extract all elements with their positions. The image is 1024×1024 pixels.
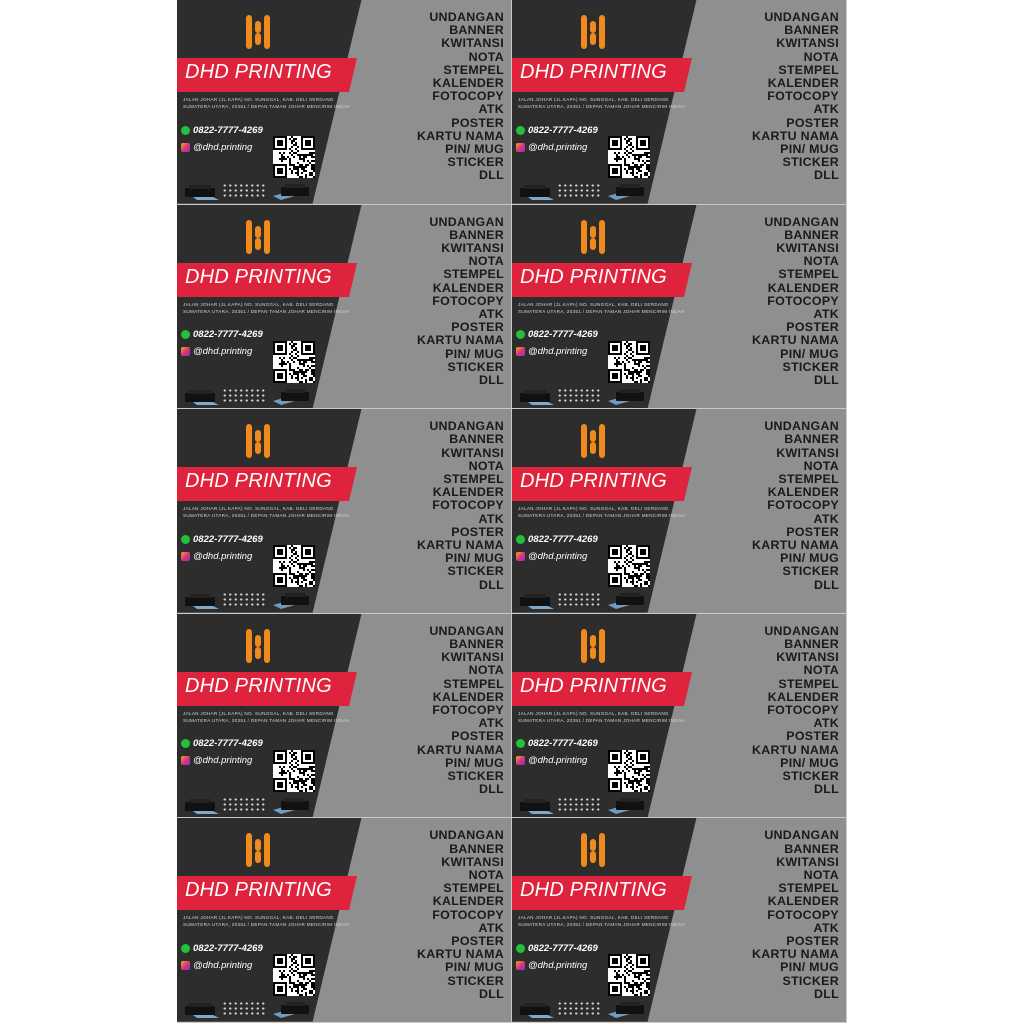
service-item: DLL	[479, 168, 504, 183]
services-list	[752, 216, 839, 388]
service-item: UNDANGAN	[764, 419, 839, 434]
phone-contact	[181, 738, 263, 750]
service-item: STICKER	[782, 973, 839, 988]
services-list	[417, 420, 504, 592]
instagram-icon	[516, 143, 525, 152]
service-item: BANNER	[784, 636, 839, 651]
service-item: KALENDER	[432, 689, 504, 704]
service-item: KARTU NAMA	[417, 333, 504, 348]
service-item: STICKER	[782, 155, 839, 170]
qr-code-icon	[608, 954, 650, 996]
decorative-dot-grid	[557, 592, 601, 606]
decorative-dot-grid	[222, 797, 266, 811]
dhd-logo-icon	[578, 218, 608, 256]
dhd-logo-icon	[243, 13, 273, 51]
brand-name: DHD PRINTING	[520, 265, 667, 288]
phone-number: 0822-7777-4269	[528, 329, 598, 341]
phone-contact	[516, 942, 598, 954]
service-item: ATK	[813, 102, 839, 117]
service-item: ATK	[813, 511, 839, 526]
service-item: UNDANGAN	[764, 10, 839, 24]
whatsapp-icon	[516, 126, 525, 135]
service-item: NOTA	[803, 254, 839, 269]
service-item: STEMPEL	[443, 881, 504, 896]
phone-number: 0822-7777-4269	[193, 942, 263, 954]
address-line-1: JALAN JOHAR (JL.KAPA) NO. SUNGGAL, KAB. DELI SERDANG	[518, 506, 669, 512]
address-line-2: SUMATERA UTARA, 20351 / DEPAN TAMAN JOHAR MENCIRIM INDAH	[518, 104, 685, 109]
service-item: KARTU NAMA	[752, 742, 839, 757]
instagram-handle: @dhd.printing	[193, 959, 253, 971]
business-card	[512, 205, 847, 410]
business-card	[177, 818, 512, 1023]
service-item: STICKER	[447, 973, 504, 988]
qr-code-icon	[273, 954, 315, 996]
address-line-1: JALAN JOHAR (JL.KAPA) NO. SUNGGAL, KAB. DELI SERDANG	[183, 97, 334, 102]
dhd-logo-icon	[578, 831, 608, 869]
service-item: UNDANGAN	[429, 828, 504, 843]
service-item: BANNER	[449, 227, 504, 242]
phone-number: 0822-7777-4269	[528, 124, 598, 136]
service-item: NOTA	[803, 458, 839, 473]
service-item: ATK	[478, 920, 504, 935]
service-item: DLL	[479, 782, 504, 797]
brand-name: DHD PRINTING	[185, 265, 332, 288]
decorative-dot-grid	[557, 1001, 601, 1015]
address-line-1: JALAN JOHAR (JL.KAPA) NO. SUNGGAL, KAB. DELI SERDANG	[183, 301, 334, 307]
brand-name: DHD PRINTING	[520, 470, 667, 493]
instagram-handle: @dhd.printing	[528, 550, 588, 562]
service-item: KARTU NAMA	[752, 333, 839, 348]
instagram-icon	[516, 347, 525, 356]
service-item: KALENDER	[767, 689, 839, 704]
service-item: DLL	[814, 986, 839, 1001]
printer-icon	[271, 182, 311, 200]
service-item: KWITANSI	[441, 36, 504, 51]
instagram-contact	[516, 141, 587, 153]
service-item: POSTER	[786, 934, 839, 948]
instagram-handle: @dhd.printing	[528, 346, 588, 358]
services-list	[752, 829, 839, 1001]
service-item: STICKER	[447, 155, 504, 170]
service-item: FOTOCOPY	[432, 498, 504, 513]
service-item: DLL	[479, 577, 504, 592]
service-item: STEMPEL	[443, 267, 504, 282]
service-item: BANNER	[784, 23, 839, 38]
instagram-contact	[181, 755, 252, 767]
printer-icon	[518, 796, 556, 814]
service-item: KALENDER	[432, 894, 504, 909]
service-item: DLL	[814, 373, 839, 388]
service-item: PIN/ MUG	[780, 960, 839, 975]
service-item: BANNER	[449, 636, 504, 651]
phone-contact	[516, 738, 598, 750]
service-item: NOTA	[803, 49, 839, 64]
service-item: POSTER	[451, 934, 504, 948]
instagram-icon	[181, 756, 190, 765]
service-item: POSTER	[786, 320, 839, 335]
service-item: KALENDER	[767, 485, 839, 500]
address-line-2: SUMATERA UTARA, 20351 / DEPAN TAMAN JOHAR MENCIRIM INDAH	[183, 717, 350, 723]
service-item: KALENDER	[767, 76, 839, 91]
instagram-handle: @dhd.printing	[528, 959, 588, 971]
phone-contact	[516, 124, 598, 136]
decorative-dot-grid	[557, 388, 601, 402]
instagram-icon	[181, 143, 190, 152]
printer-icon	[518, 591, 556, 609]
printer-icon	[183, 796, 221, 814]
services-list	[417, 11, 504, 183]
phone-contact	[181, 329, 263, 341]
brand-name: DHD PRINTING	[185, 470, 332, 493]
service-item: ATK	[478, 307, 504, 322]
instagram-handle: @dhd.printing	[528, 755, 588, 767]
business-card	[177, 409, 512, 614]
address-line-2: SUMATERA UTARA, 20351 / DEPAN TAMAN JOHAR MENCIRIM INDAH	[518, 308, 685, 314]
printer-icon	[606, 796, 646, 814]
service-item: POSTER	[451, 320, 504, 335]
brand-name: DHD PRINTING	[185, 674, 332, 697]
printer-icon	[183, 387, 221, 405]
service-item: PIN/ MUG	[445, 755, 504, 770]
dhd-logo-icon	[243, 422, 273, 460]
business-card	[512, 0, 847, 205]
instagram-icon	[181, 552, 190, 561]
address-line-1: JALAN JOHAR (JL.KAPA) NO. SUNGGAL, KAB. DELI SERDANG	[518, 915, 669, 921]
services-list	[752, 11, 839, 183]
whatsapp-icon	[181, 330, 190, 339]
service-item: ATK	[478, 511, 504, 526]
qr-code-icon	[608, 136, 650, 178]
service-item: STEMPEL	[778, 267, 839, 282]
service-item: STEMPEL	[443, 62, 504, 77]
printer-icon	[518, 182, 556, 200]
instagram-contact	[516, 959, 587, 971]
decorative-dot-grid	[222, 592, 266, 606]
service-item: KWITANSI	[776, 241, 839, 255]
service-item: KWITANSI	[441, 854, 504, 869]
service-item: KARTU NAMA	[752, 947, 839, 962]
service-item: POSTER	[786, 729, 839, 744]
brand-name: DHD PRINTING	[185, 879, 332, 902]
service-item: ATK	[478, 102, 504, 117]
service-item: FOTOCOPY	[432, 293, 504, 308]
service-item: FOTOCOPY	[767, 89, 839, 104]
instagram-handle: @dhd.printing	[193, 346, 253, 358]
phone-contact	[516, 533, 598, 545]
service-item: DLL	[479, 373, 504, 388]
address-line-2: SUMATERA UTARA, 20351 / DEPAN TAMAN JOHAR MENCIRIM INDAH	[183, 104, 350, 109]
address-line-1: JALAN JOHAR (JL.KAPA) NO. SUNGGAL, KAB. DELI SERDANG	[518, 710, 669, 716]
service-item: POSTER	[451, 115, 504, 130]
service-item: UNDANGAN	[764, 828, 839, 843]
address-line-1: JALAN JOHAR (JL.KAPA) NO. SUNGGAL, KAB. DELI SERDANG	[183, 915, 334, 921]
phone-contact	[181, 942, 263, 954]
instagram-handle: @dhd.printing	[528, 141, 588, 153]
service-item: STICKER	[447, 359, 504, 374]
printer-icon	[183, 182, 221, 200]
service-item: PIN/ MUG	[780, 551, 839, 566]
decorative-dot-grid	[222, 1001, 266, 1015]
phone-contact	[181, 124, 263, 136]
service-item: NOTA	[468, 867, 504, 882]
whatsapp-icon	[181, 739, 190, 748]
instagram-contact	[181, 346, 252, 358]
service-item: FOTOCOPY	[767, 293, 839, 308]
instagram-contact	[181, 959, 252, 971]
service-item: KARTU NAMA	[417, 538, 504, 553]
phone-contact	[516, 329, 598, 341]
instagram-icon	[516, 756, 525, 765]
instagram-icon	[181, 961, 190, 970]
decorative-dot-grid	[557, 183, 601, 197]
service-item: STEMPEL	[443, 472, 504, 486]
phone-number: 0822-7777-4269	[193, 124, 263, 136]
service-item: PIN/ MUG	[780, 142, 839, 157]
service-item: POSTER	[786, 524, 839, 539]
printer-icon	[606, 182, 646, 200]
address-line-2: SUMATERA UTARA, 20351 / DEPAN TAMAN JOHAR MENCIRIM INDAH	[183, 308, 350, 314]
brand-name: DHD PRINTING	[520, 61, 667, 83]
business-card	[512, 818, 847, 1023]
brand-name: DHD PRINTING	[520, 879, 667, 902]
business-card	[512, 614, 847, 819]
dhd-logo-icon	[243, 218, 273, 256]
service-item: STEMPEL	[778, 62, 839, 77]
service-item: PIN/ MUG	[445, 551, 504, 566]
service-item: DLL	[479, 986, 504, 1001]
service-item: POSTER	[786, 115, 839, 130]
address-line-2: SUMATERA UTARA, 20351 / DEPAN TAMAN JOHAR MENCIRIM INDAH	[518, 717, 685, 723]
service-item: KWITANSI	[776, 854, 839, 869]
services-list	[417, 216, 504, 388]
service-item: STEMPEL	[778, 676, 839, 691]
service-item: BANNER	[449, 23, 504, 38]
printer-icon	[271, 1000, 311, 1018]
service-item: FOTOCOPY	[767, 498, 839, 513]
business-card	[177, 205, 512, 410]
service-item: STEMPEL	[778, 881, 839, 896]
service-item: KALENDER	[432, 485, 504, 500]
service-item: FOTOCOPY	[767, 703, 839, 717]
service-item: NOTA	[803, 663, 839, 678]
instagram-handle: @dhd.printing	[193, 755, 253, 767]
service-item: STICKER	[447, 769, 504, 784]
business-card	[177, 0, 512, 205]
service-item: STEMPEL	[443, 676, 504, 691]
qr-code-icon	[608, 545, 650, 587]
qr-code-icon	[273, 341, 315, 383]
service-item: STICKER	[447, 564, 504, 579]
service-item: KWITANSI	[441, 650, 504, 665]
service-item: KARTU NAMA	[417, 742, 504, 757]
printer-icon	[271, 591, 311, 609]
service-item: KARTU NAMA	[752, 128, 839, 143]
services-list	[752, 420, 839, 592]
business-card	[177, 614, 512, 819]
instagram-icon	[516, 961, 525, 970]
service-item: POSTER	[451, 729, 504, 744]
whatsapp-icon	[516, 944, 525, 953]
service-item: PIN/ MUG	[780, 755, 839, 770]
service-item: KARTU NAMA	[417, 947, 504, 962]
service-item: PIN/ MUG	[780, 346, 839, 361]
printer-icon	[518, 387, 556, 405]
service-item: KALENDER	[767, 894, 839, 909]
phone-number: 0822-7777-4269	[193, 533, 263, 545]
dhd-logo-icon	[243, 831, 273, 869]
printer-icon	[271, 796, 311, 814]
service-item: UNDANGAN	[429, 10, 504, 24]
service-item: STICKER	[782, 564, 839, 579]
decorative-dot-grid	[222, 183, 266, 197]
service-item: KALENDER	[432, 280, 504, 295]
service-item: BANNER	[449, 841, 504, 856]
address-line-2: SUMATERA UTARA, 20351 / DEPAN TAMAN JOHAR MENCIRIM INDAH	[183, 922, 350, 928]
printer-icon	[518, 1000, 556, 1018]
instagram-icon	[181, 347, 190, 356]
instagram-contact	[181, 141, 252, 153]
service-item: STICKER	[782, 769, 839, 784]
service-item: DLL	[814, 168, 839, 183]
service-item: FOTOCOPY	[432, 89, 504, 104]
service-item: KARTU NAMA	[417, 128, 504, 143]
service-item: KWITANSI	[776, 445, 839, 460]
business-card-sheet	[177, 0, 847, 1023]
dhd-logo-icon	[578, 422, 608, 460]
service-item: ATK	[478, 716, 504, 731]
service-item: KALENDER	[767, 280, 839, 295]
phone-number: 0822-7777-4269	[193, 329, 263, 341]
instagram-contact	[516, 550, 587, 562]
service-item: PIN/ MUG	[445, 142, 504, 157]
phone-number: 0822-7777-4269	[528, 533, 598, 545]
service-item: UNDANGAN	[764, 214, 839, 229]
address-line-1: JALAN JOHAR (JL.KAPA) NO. SUNGGAL, KAB. DELI SERDANG	[518, 97, 669, 102]
whatsapp-icon	[516, 535, 525, 544]
service-item: KWITANSI	[776, 650, 839, 665]
service-item: NOTA	[468, 49, 504, 64]
address-line-2: SUMATERA UTARA, 20351 / DEPAN TAMAN JOHAR MENCIRIM INDAH	[518, 922, 685, 928]
printer-icon	[183, 1000, 221, 1018]
service-item: ATK	[813, 920, 839, 935]
address-line-1: JALAN JOHAR (JL.KAPA) NO. SUNGGAL, KAB. DELI SERDANG	[518, 301, 669, 307]
service-item: KWITANSI	[776, 36, 839, 51]
phone-number: 0822-7777-4269	[528, 738, 598, 750]
dhd-logo-icon	[578, 13, 608, 51]
service-item: NOTA	[468, 458, 504, 473]
services-list	[417, 625, 504, 797]
dhd-logo-icon	[578, 627, 608, 665]
service-item: UNDANGAN	[764, 623, 839, 638]
service-item: STEMPEL	[778, 472, 839, 486]
service-item: POSTER	[451, 524, 504, 539]
service-item: NOTA	[468, 254, 504, 269]
qr-code-icon	[273, 136, 315, 178]
qr-code-icon	[608, 750, 650, 792]
whatsapp-icon	[516, 739, 525, 748]
printer-icon	[606, 591, 646, 609]
service-item: BANNER	[449, 432, 504, 447]
service-item: NOTA	[468, 663, 504, 678]
decorative-dot-grid	[222, 388, 266, 402]
whatsapp-icon	[181, 944, 190, 953]
whatsapp-icon	[181, 535, 190, 544]
phone-contact	[181, 533, 263, 545]
whatsapp-icon	[181, 126, 190, 135]
service-item: FOTOCOPY	[432, 907, 504, 922]
service-item: BANNER	[784, 227, 839, 242]
printer-icon	[606, 387, 646, 405]
service-item: DLL	[814, 782, 839, 797]
service-item: BANNER	[784, 432, 839, 447]
address-line-2: SUMATERA UTARA, 20351 / DEPAN TAMAN JOHAR MENCIRIM INDAH	[518, 513, 685, 519]
instagram-handle: @dhd.printing	[193, 550, 253, 562]
instagram-icon	[516, 552, 525, 561]
address-line-1: JALAN JOHAR (JL.KAPA) NO. SUNGGAL, KAB. DELI SERDANG	[183, 710, 334, 716]
brand-name: DHD PRINTING	[520, 674, 667, 697]
services-list	[417, 829, 504, 1001]
service-item: KARTU NAMA	[752, 538, 839, 553]
instagram-contact	[181, 550, 252, 562]
service-item: KALENDER	[432, 76, 504, 91]
service-item: NOTA	[803, 867, 839, 882]
decorative-dot-grid	[557, 797, 601, 811]
service-item: PIN/ MUG	[445, 960, 504, 975]
phone-number: 0822-7777-4269	[193, 738, 263, 750]
printer-icon	[606, 1000, 646, 1018]
service-item: KWITANSI	[441, 445, 504, 460]
service-item: UNDANGAN	[429, 419, 504, 434]
whatsapp-icon	[516, 330, 525, 339]
qr-code-icon	[608, 341, 650, 383]
instagram-contact	[516, 755, 587, 767]
services-list	[752, 625, 839, 797]
service-item: UNDANGAN	[429, 214, 504, 229]
service-item: FOTOCOPY	[432, 703, 504, 717]
service-item: UNDANGAN	[429, 623, 504, 638]
phone-number: 0822-7777-4269	[528, 942, 598, 954]
service-item: ATK	[813, 716, 839, 731]
qr-code-icon	[273, 750, 315, 792]
address-line-1: JALAN JOHAR (JL.KAPA) NO. SUNGGAL, KAB. DELI SERDANG	[183, 506, 334, 512]
service-item: BANNER	[784, 841, 839, 856]
service-item: PIN/ MUG	[445, 346, 504, 361]
service-item: KWITANSI	[441, 241, 504, 255]
service-item: FOTOCOPY	[767, 907, 839, 922]
instagram-contact	[516, 346, 587, 358]
printer-icon	[271, 387, 311, 405]
service-item: STICKER	[782, 359, 839, 374]
business-card	[512, 409, 847, 614]
dhd-logo-icon	[243, 627, 273, 665]
service-item: ATK	[813, 307, 839, 322]
qr-code-icon	[273, 545, 315, 587]
instagram-handle: @dhd.printing	[193, 141, 253, 153]
printer-icon	[183, 591, 221, 609]
service-item: DLL	[814, 577, 839, 592]
address-line-2: SUMATERA UTARA, 20351 / DEPAN TAMAN JOHAR MENCIRIM INDAH	[183, 513, 350, 519]
brand-name: DHD PRINTING	[185, 61, 332, 83]
